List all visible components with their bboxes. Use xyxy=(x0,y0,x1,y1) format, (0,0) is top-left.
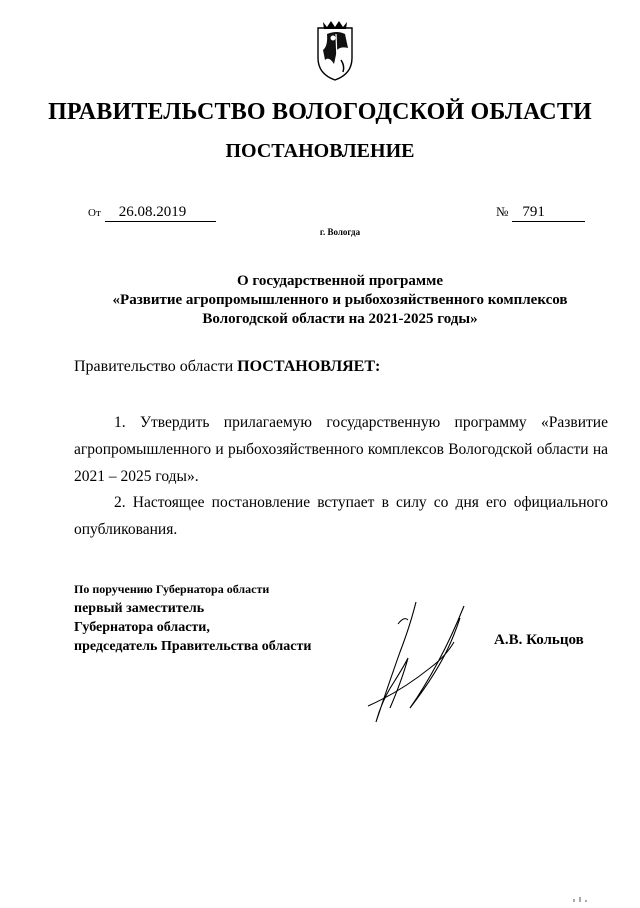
document-date xyxy=(88,204,216,222)
handwritten-signature-icon xyxy=(360,596,470,728)
city: г. Вологда xyxy=(319,227,361,237)
resolution-item-2: 2. Настоящее постановление вступает в силу со дня его официального опубликования. xyxy=(74,494,608,538)
subject-line-3: Вологодской области на 2021-2025 годы» xyxy=(202,311,478,327)
subject-line-2: «Развитие агропромышленного и рыбохозяйственного комплексов xyxy=(112,292,568,308)
document-subject xyxy=(40,272,640,329)
subject-line-1: О государственной программе xyxy=(237,273,443,289)
resolution-item-1: 1. Утвердить прилагаемую государственную программу «Развитие агропромышленного и рыбохозяйственного комплексов Вологодской области на 2021 – 2025 годы». xyxy=(74,414,608,485)
number-label: № xyxy=(496,204,509,219)
signatory-line-1: По поручению Губернатора области xyxy=(74,582,270,596)
document-type: ПОСТАНОВЛЕНИЕ xyxy=(225,140,415,162)
preamble xyxy=(74,358,380,376)
document-number xyxy=(496,204,585,222)
signatory-line-3: Губернатора области, xyxy=(74,620,210,635)
date-value: 26.08.2019 xyxy=(105,204,217,222)
signatory-position xyxy=(74,580,311,656)
signatory-line-2: первый заместитель xyxy=(74,601,205,616)
coat-of-arms-icon xyxy=(315,20,355,82)
resolution-body xyxy=(74,409,608,543)
government-name: ПРАВИТЕЛЬСТВО ВОЛОГОДСКОЙ ОБЛАСТИ xyxy=(48,99,592,125)
preamble-text: Правительство области xyxy=(74,358,238,375)
signatory-line-4: председатель Правительства области xyxy=(74,639,312,654)
date-label: От xyxy=(88,207,101,219)
preamble-bold: ПОСТАНОВЛЯЕТ: xyxy=(237,358,381,375)
signer-name: А.В. Кольцов xyxy=(494,632,584,648)
corner-mark-icon xyxy=(572,890,592,900)
number-value: 791 xyxy=(512,204,585,222)
